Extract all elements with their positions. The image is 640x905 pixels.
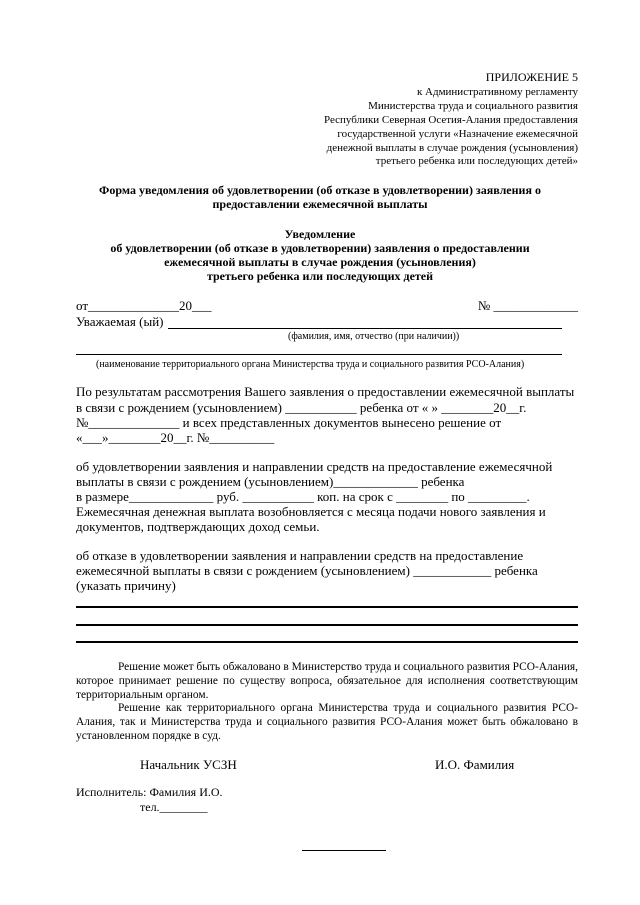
fio-caption: (фамилия, имя, отчество (при наличии)) (288, 331, 460, 342)
appendix-line: государственной услуги «Назначение ежемесячной (337, 128, 578, 140)
para1-line: №______________ и всех представленных документов вынесено решение от (76, 415, 502, 430)
executor-phone: тел.________ (140, 800, 208, 814)
form-title-line: предоставлении ежемесячной выплаты (212, 197, 428, 211)
appeal-paragraph: Решение может быть обжаловано в Министерство труда и социального развития РСО-Алания, которое принимает решение по существу вопроса, обязательное для исполнения соответствующим территориальным органом. (76, 661, 578, 701)
appendix-line: денежной выплаты в случае рождения (усыновления) (326, 142, 578, 154)
notice-title-line: третьего ребенка или последующих детей (206, 269, 434, 283)
org-caption: (наименование территориального органа Министерства труда и социального развития РСО-Алания) (96, 359, 525, 370)
para2-line: выплаты в связи с рождением (усыновлением)_____________ ребенка (76, 474, 465, 489)
para2-line: Ежемесячная денежная выплата возобновляется с месяца подачи нового заявления и (76, 504, 546, 519)
signature-position: Начальник УСЗН (140, 757, 237, 772)
para3-line: об отказе в удовлетворении заявления и направлении средств на предоставление (76, 548, 524, 563)
appendix-line: Республики Северная Осетия-Алания предоставления (324, 114, 578, 126)
para1-line: в связи с рождением (усыновлением) ___________ ребенка от « » ________20__г. (76, 400, 527, 415)
para1-line: По результатам рассмотрения Вашего заявления о предоставлении ежемесячной выплаты (76, 384, 575, 399)
para1-line: «___»________20__г. №__________ (76, 430, 275, 445)
para3-line: (указать причину) (76, 578, 176, 593)
reason-line (76, 606, 578, 608)
appendix-line: к Административному регламенту (416, 86, 578, 98)
para2-line: документов, подтверждающих доход семьи. (76, 519, 320, 534)
org-line (76, 354, 562, 355)
date-field: от______________20___ (76, 298, 212, 313)
greeting-label: Уважаемая (ый) (76, 314, 164, 329)
appendix-line: Министерства труда и социального развития (368, 100, 578, 112)
executor-line: Исполнитель: Фамилия И.О. (76, 785, 223, 799)
reason-line (76, 624, 578, 626)
para2-line: об удовлетворении заявления и направлении средств на предоставление ежемесячной (76, 459, 553, 474)
signature-name: И.О. Фамилия (435, 757, 515, 772)
appendix-title: ПРИЛОЖЕНИЕ 5 (485, 70, 578, 84)
notice-title: Уведомление (284, 227, 356, 241)
para2-line: в размере_____________ руб. ___________ коп. на срок с ________ по _________. (76, 489, 530, 504)
appendix-line: третьего ребенка или последующих детей» (375, 155, 578, 167)
footer-divider (302, 850, 386, 851)
form-title-line: Форма уведомления об удовлетворении (об отказе в удовлетворении) заявления о (99, 183, 541, 197)
appeal-paragraph: Решение как территориального органа Министерства труда и социального развития РСО-Алания, так и Министерства труда и социального развития РСО-Алания может быть обжаловано в установленном порядке в суд. (76, 702, 578, 742)
reason-line (76, 641, 578, 643)
notice-title-line: ежемесячной выплаты в случае рождения (усыновления) (164, 255, 476, 269)
para3-line: ежемесячной выплаты в связи с рождением (усыновлением) ____________ ребенка (76, 563, 538, 578)
number-field: № _____________ (477, 298, 578, 313)
fio-line (168, 328, 562, 329)
notice-title-line: об удовлетворении (об отказе в удовлетворении) заявления о предоставлении (110, 241, 530, 255)
